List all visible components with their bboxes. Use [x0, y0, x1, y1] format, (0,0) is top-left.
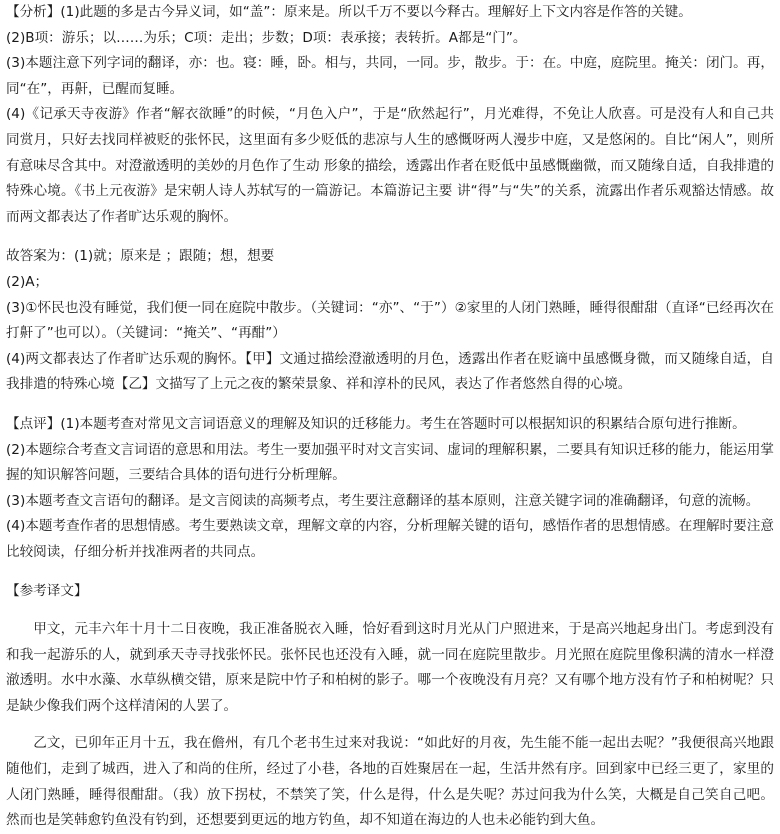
translation-heading: 【参考译文】	[6, 583, 88, 600]
analysis-part-1: 【分析】(1)此题的多是古今异义词，如“盖”：原来是。所以千万不要以今释古。理解好上下文内容是作答的关键。	[6, 4, 692, 20]
translation-paragraph-2: 乙文，已卯年正月十五，我在儋州，有几个老书生过来对我说：“如此好的月夜，先生能不能一起出去呢？”我便很高兴地跟随他们，走到了城西，进入了和尚的住所，经过了小巷，各地的百姓聚居在一起，生活井然有序。回到家中已经三更了，家里的人闭门熟睡，睡得很酣甜。（我）放下拐杖，不禁笑了笑，什么是得，什么是失呢？苏过问我为什么笑，大概是自己笑自己吧。然而也是笑韩愈钓鱼没有钓到，还想要到更远的地方钓鱼，却不知道在海边的人也未必能钓到大鱼。	[6, 735, 774, 829]
answer-line-3: (3)①怀民也没有睡觉，我们便一同在庭院中散步。（关键词：“亦”、“于”）②家里的人闭门熟睡，睡得很酣甜（直译“已经再次在打鼾了”也可以）。（关键词：“掩关”、“再酣”）	[6, 299, 774, 342]
analysis-part-4: (4)《记承天寺夜游》作者“解衣欲睡”的时候，“月色入户”，于是“欣然起行”，月光难得，不免让人欣喜。可是没有人和自己共同赏月，只好去找同样被贬的张怀民，这里面有多少贬低的悲凉与人生的感慨呀两人漫步中庭，又是悠闲的。自比“闲人”，则所有意味尽含其中。对澄澈透明的美妙的月色作了生动 形象的描绘，透露出作者在贬低中虽感慨幽微，而又随缘自适，自我排遣的特殊心境。《书上元夜游》是宋朝人诗人苏轼写的一篇游记。本篇游记主要 讲“得”与“失”的关系，流露出作者乐观豁达情感。故而两文都表达了作者旷达乐观的胸怀。	[6, 106, 774, 225]
spacer	[6, 565, 774, 579]
comment-part-3: (3)本题考查文言语句的翻译。是文言阅读的高频考点，考生要注意翻译的基本原则，注意关键字词的准确翻译，句意的流畅。	[6, 492, 760, 509]
analysis-part-3: (3)本题注意下列字词的翻译，亦：也。寝：睡，卧。相与，共同，一同。步，散步。于：在。中庭，庭院里。掩关：闭门。再，同“在”，再鼾，已醒而复睡。	[6, 55, 774, 97]
spacer	[6, 398, 774, 412]
analysis-section	[6, 0, 774, 230]
translation-section	[6, 579, 774, 833]
analysis-part-2: (2)B项：游乐；以……为乐；C项：走出；步数；D项：表承接；表转折。A都是“门”。	[6, 29, 527, 46]
answer-section	[6, 244, 774, 398]
comment-part-2: (2)本题综合考查文言词语的意思和用法。考生一要加强平时对文言实词、虚词的理解积累，二要具有知识迁移的能力，能运用掌握的知识解答问题，三要结合具体的语句进行分析理解。	[6, 441, 774, 484]
translation-paragraph-1: 甲文，元丰六年十月十二日夜晚，我正准备脱衣入睡，恰好看到这时月光从门户照进来，于是高兴地起身出门。考虑到没有和我一起游乐的人，就到承天寺寻找张怀民。张怀民也还没有入睡，就一同在庭院里散步。月光照在庭院里像积满的清水一样澄澈透明。水中水藻、水草纵横交错，原来是院中竹子和柏树的影子。哪一个夜晚没有月亮？又有哪个地方没有竹子和柏树呢？只是缺少像我们两个这样清闲的人罢了。	[6, 621, 774, 714]
comment-part-1: 【点评】(1)本题考查对常见文言词语意义的理解及知识的迁移能力。考生在答题时可以根据知识的积累结合原句进行推断。	[6, 415, 746, 432]
answer-line-4: (4)两文都表达了作者旷达乐观的胸怀。【甲】文通过描绘澄澈透明的月色，透露出作者在贬谪中虽感慨身微，而又随缘自适，自我排遣的特殊心境【乙】文描写了上元之夜的繁荣景象、祥和淳朴的民风，表达了作者悠然自得的心境。	[6, 350, 774, 393]
answer-line-1: 故答案为：(1)就；原来是 ；跟随；想，想要	[6, 248, 275, 265]
comment-part-4: (4)本题考查作者的思想情感。考生要熟读文章，理解文章的内容，分析理解关键的语句，感悟作者的思想情感。在理解时要注意比较阅读，仔细分析并找准两者的共同点。	[6, 518, 774, 560]
comment-section	[6, 412, 774, 566]
answer-line-2: (2)A；	[6, 273, 49, 290]
spacer	[6, 230, 774, 244]
